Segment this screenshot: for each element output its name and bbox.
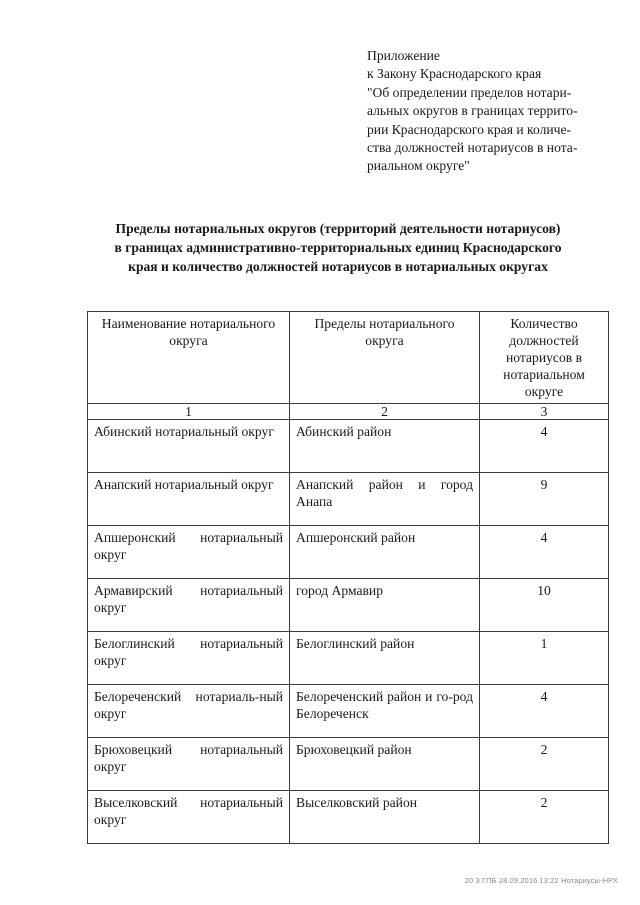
district-bounds: Анапский район и город Анапа: [290, 473, 480, 526]
table-row: [88, 473, 609, 526]
title-line: края и количество должностей нотариусов в нотариальных округах: [128, 259, 548, 274]
header-notary-count: Количество должностей нотариусов в нотариальном округе: [480, 312, 609, 404]
column-number: 3: [480, 404, 609, 420]
district-name: Апшеронский нотариальный округ: [88, 526, 290, 579]
district-name: Выселковский нотариальный округ: [88, 791, 290, 844]
district-bounds: Белоглинский район: [290, 632, 480, 685]
annex-note: [367, 47, 583, 176]
table-row: [88, 579, 609, 632]
district-name: Белоглинский нотариальный округ: [88, 632, 290, 685]
annex-line: к Закону Краснодарского края: [367, 66, 542, 82]
title-line: Пределы нотариальных округов (территорий деятельности нотариусов): [115, 221, 561, 236]
district-bounds: Брюховецкий район: [290, 738, 480, 791]
annex-line: рии Краснодарского края и количе-: [367, 121, 572, 137]
notary-count: 2: [480, 738, 609, 791]
annex-line: "Об определении пределов нотари-: [367, 84, 572, 100]
table-row: [88, 738, 609, 791]
district-bounds: Белореченский район и го-род Белореченск: [290, 685, 480, 738]
table-row: [88, 685, 609, 738]
table-row: [88, 526, 609, 579]
district-name: Абинский нотариальный округ: [88, 420, 290, 473]
notary-count: 9: [480, 473, 609, 526]
district-name: Анапский нотариальный округ: [88, 473, 290, 526]
title-line: в границах административно-территориальных единиц Краснодарского: [114, 240, 562, 255]
annex-line: ства должностей нотариусов в нота-: [367, 140, 578, 156]
table-row: [88, 632, 609, 685]
document-title: [68, 219, 608, 276]
district-name: Белореченский нотариаль-ный округ: [88, 685, 290, 738]
notary-count: 2: [480, 791, 609, 844]
annex-line: риальном округе": [367, 158, 470, 174]
notary-count: 1: [480, 632, 609, 685]
notary-count: 4: [480, 420, 609, 473]
district-name: Брюховецкий нотариальный округ: [88, 738, 290, 791]
header-district-name: Наименование нотариального округа: [88, 312, 290, 404]
table-row: [88, 791, 609, 844]
district-bounds: город Армавир: [290, 579, 480, 632]
notary-count: 10: [480, 579, 609, 632]
column-number: 1: [88, 404, 290, 420]
page-footer-stamp: 20 3 ГПБ 28.09.2016 13:22 Нотариусы-НРХ: [464, 876, 618, 885]
table-header-row: [88, 312, 609, 404]
notary-districts-table: [87, 311, 609, 844]
district-bounds: Выселковский район: [290, 791, 480, 844]
notary-count: 4: [480, 685, 609, 738]
district-bounds: Апшеронский район: [290, 526, 480, 579]
table-row: [88, 420, 609, 473]
notary-count: 4: [480, 526, 609, 579]
district-name: Армавирский нотариальный округ: [88, 579, 290, 632]
column-number: 2: [290, 404, 480, 420]
annex-line: альных округов в границах террито-: [367, 103, 578, 119]
column-number-row: [88, 404, 609, 420]
header-district-bounds: Пределы нотариального округа: [290, 312, 480, 404]
annex-line: Приложение: [367, 48, 440, 63]
district-bounds: Абинский район: [290, 420, 480, 473]
